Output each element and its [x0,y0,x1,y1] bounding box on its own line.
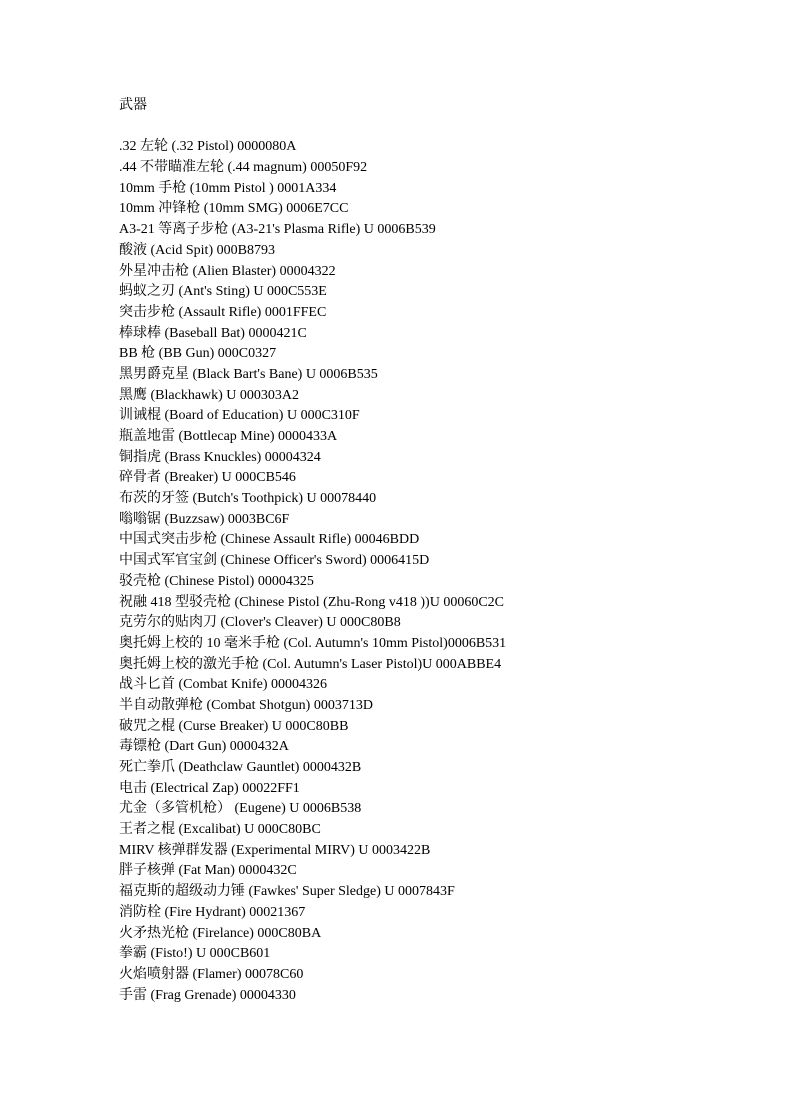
weapon-entry: 中国式军官宝剑 (Chinese Officer's Sword) 0006415D [119,553,430,569]
weapon-entry: 驳壳枪 (Chinese Pistol) 00004325 [119,573,314,589]
weapon-entry: 外星冲击枪 (Alien Blaster) 00004322 [119,263,336,279]
weapon-list [119,137,759,1006]
weapon-entry: 胖子核弹 (Fat Man) 0000432C [119,863,297,879]
weapon-entry: 蚂蚁之刃 (Ant's Sting) U 000C553E [119,284,327,300]
weapon-entry: 火焰喷射器 (Flamer) 00078C60 [119,966,304,982]
weapon-entry: 酸液 (Acid Spit) 000B8793 [119,242,275,258]
weapon-entry: 破咒之棍 (Curse Breaker) U 000C80BB [119,718,349,734]
weapon-entry: 黑鹰 (Blackhawk) U 000303A2 [119,387,300,403]
weapon-entry: 黑男爵克星 (Black Bart's Bane) U 0006B535 [119,366,378,382]
weapon-entry: 中国式突击步枪 (Chinese Assault Rifle) 00046BDD [119,532,420,548]
weapon-entry: A3-21 等离子步枪 (A3-21's Plasma Rifle) U 0006B539 [119,222,436,238]
weapon-entry: 碎骨者 (Breaker) U 000CB546 [119,470,296,486]
weapon-entry: 毒镖枪 (Dart Gun) 0000432A [119,739,289,755]
document-page [119,96,759,1006]
weapon-entry: 嗡嗡锯 (Buzzsaw) 0003BC6F [119,511,290,527]
weapon-entry: .32 左轮 (.32 Pistol) 0000080A [119,139,297,155]
page-heading: 武器 [119,98,147,113]
weapon-entry: 尤金（多管机枪） (Eugene) U 0006B538 [119,801,362,817]
weapon-entry: 火矛热光枪 (Firelance) 000C80BA [119,925,322,941]
weapon-entry: 训诫棍 (Board of Education) U 000C310F [119,408,360,424]
weapon-entry: 克劳尔的贴肉刀 (Clover's Cleaver) U 000C80B8 [119,615,401,631]
weapon-entry: 手雷 (Frag Grenade) 00004330 [119,987,296,1003]
weapon-entry: 拳霸 (Fisto!) U 000CB601 [119,946,271,962]
weapon-entry: 奥托姆上校的 10 毫米手枪 (Col. Autumn's 10mm Pistol)0006B531 [119,635,507,651]
weapon-entry: .44 不带瞄准左轮 (.44 magnum) 00050F92 [119,160,368,176]
weapon-entry: 奥托姆上校的激光手枪 (Col. Autumn's Laser Pistol)U 000ABBE4 [119,656,502,672]
weapon-entry: MIRV 核弹群发器 (Experimental MIRV) U 0003422B [119,842,431,858]
weapon-entry: 祝融 418 型驳壳枪 (Chinese Pistol (Zhu-Rong v418 ))U 00060C2C [119,594,504,610]
weapon-entry: 消防栓 (Fire Hydrant) 00021367 [119,904,306,920]
weapon-entry: 铜指虎 (Brass Knuckles) 00004324 [119,449,321,465]
weapon-entry: BB 枪 (BB Gun) 000C0327 [119,346,277,362]
weapon-entry: 死亡拳爪 (Deathclaw Gauntlet) 0000432B [119,760,362,775]
weapon-entry: 10mm 冲锋枪 (10mm SMG) 0006E7CC [119,201,349,217]
weapon-entry: 突击步枪 (Assault Rifle) 0001FFEC [119,304,327,320]
weapon-entry: 瓶盖地雷 (Bottlecap Mine) 0000433A [119,429,338,444]
weapon-entry: 布茨的牙签 (Butch's Toothpick) U 00078440 [119,491,377,507]
weapon-entry: 王者之棍 (Excalibat) U 000C80BC [119,822,321,838]
weapon-entry: 战斗匕首 (Combat Knife) 00004326 [119,677,328,693]
weapon-entry: 福克斯的超级动力锤 (Fawkes' Super Sledge) U 0007843F [119,884,455,900]
weapon-entry: 电击 (Electrical Zap) 00022FF1 [119,780,300,796]
weapon-entry: 10mm 手枪 (10mm Pistol ) 0001A334 [119,180,337,196]
weapon-entry: 半自动散弹枪 (Combat Shotgun) 0003713D [119,697,373,713]
weapon-entry: 棒球棒 (Baseball Bat) 0000421C [119,325,307,341]
